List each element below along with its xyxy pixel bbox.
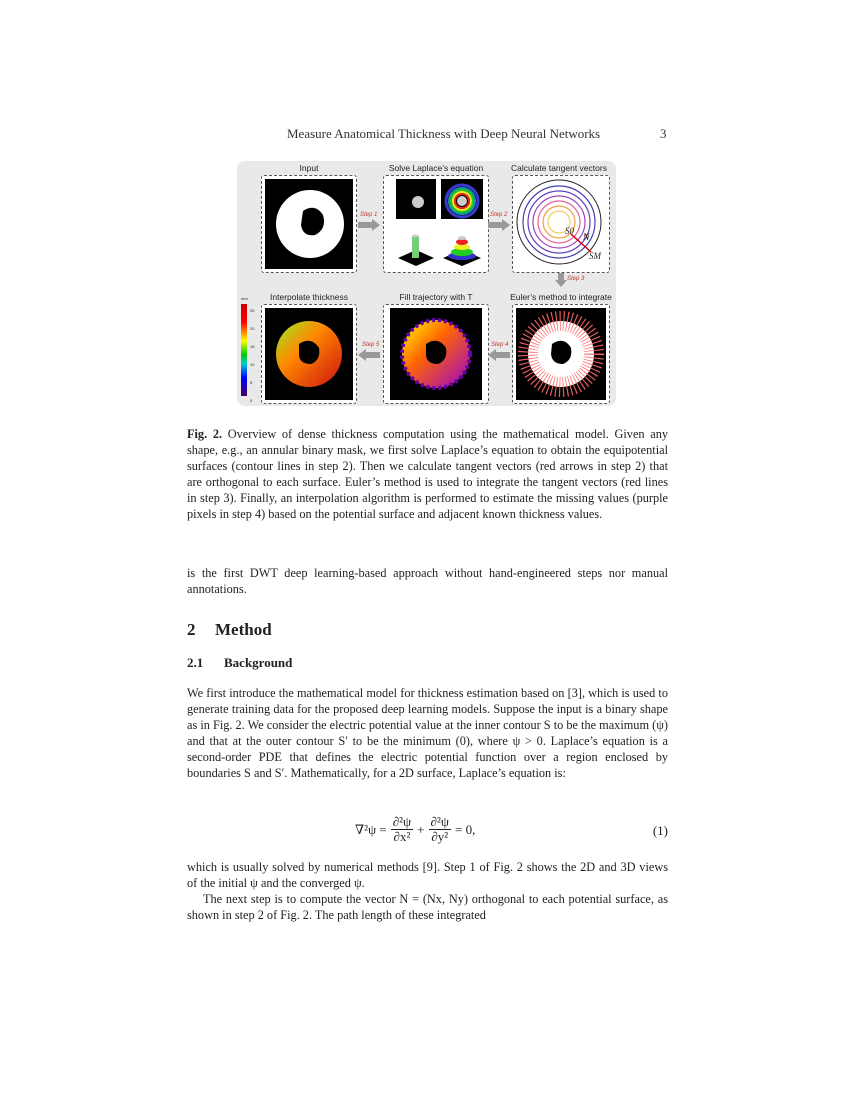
background-paragraph-2: which is usually solved by numerical methods [9]. Step 1 of Fig. 2 shows the 2D and 3D views of the initial ψ and the converged ψ. [187,860,668,891]
colorbar [241,304,247,396]
panel-fill [383,304,489,404]
figure-caption [187,426,668,523]
section-heading: 2 Method [187,620,272,639]
equation-1: ∇²ψ = $\frac{\text{∂²ψ}}{\text{∂x²}}$ + $\frac{\text{∂²ψ}}{\text{∂y²}}$ = 0, (1) [355,814,668,844]
panel-laplace [383,175,489,273]
step-4-arrow-icon [488,349,510,361]
colorbar-ticks: 25 20 15 10 5 0 [250,308,255,403]
equation-number: (1) [652,823,668,838]
step-3-label: Step 3 [567,276,585,282]
panel-interpolate [261,304,357,404]
running-title: Measure Anatomical Thickness with Deep Neural Networks [287,126,601,141]
panel-input [261,175,357,273]
caption-label: Fig. 2. [187,427,223,441]
euler-integration-image [516,308,606,400]
step-4-label: Step 4 [491,342,509,348]
panel-title-input: Input [299,163,319,173]
converged-phi-3d [441,228,483,268]
page-number: 3 [660,126,667,141]
panel-title-interpolate: Interpolate thickness [270,292,348,302]
step-1-label: Step 1 [360,212,378,218]
input-mask-image [265,179,353,269]
panel-euler [512,304,610,404]
original-phi-3d [396,228,436,268]
panel-title-laplace: Solve Laplace’s equation [388,163,484,173]
panel-tangent [512,175,610,273]
intro-paragraph-tail: is the first DWT deep learning-based approach without hand-engineered steps nor manual annotations. [187,566,668,597]
label-sm: SM [589,251,601,261]
step-2-arrow-icon [488,219,510,231]
panel-title-fill: Fill trajectory with T [399,292,473,302]
step-1-arrow-icon [358,219,380,231]
label-s0: S0 [565,226,574,236]
label-n: N [583,232,590,242]
figure-2 [237,161,616,406]
step-3-arrow-icon [555,273,567,287]
subsection-heading: 2.1 Background [187,655,293,670]
background-paragraph-1: We first introduce the mathematical model for thickness estimation based on [3], which is used to generate training data for the proposed deep learning models. Suppose the input is a binary shape as in Fig. 2. We consider the electric potential value at the inner contour S to be the maximum (ψ) and that at the outer contour S′ to be the minimum (0), where ψ > 0. Laplace’s equation is a second-order PDE that defines the electric potential function over a region enclosed by boundaries S and S′. Mathematically, for a 2D surface, Laplace’s equation is: [187,686,668,781]
caption-text: Overview of dense thickness computation using the mathematical model. Given any shape, e.g., an annular binary mask, we first solve Laplace’s equation to obtain the equipotential surfaces (contour lines in step 2). Then we calculate tangent vectors (red arrows in step 2) that are orthogonal to each surface. Euler’s method is used to integrate the tangent vectors (red lines in step 3). Finally, an interpolation algorithm is performed to estimate the missing values (purple pixels in step 4) based on the potential surface and adjacent known thickness values. [187,427,668,522]
background-paragraph-3: The next step is to compute the vector N = (Nx, Ny) orthogonal to each potential surface, as shown in step 2 of Fig. 2. The path length of these integrated [187,892,668,923]
step-5-arrow-icon [358,349,380,361]
panel-title-tangent: Calculate tangent vectors [511,163,607,173]
interpolated-thickness-image [265,308,353,400]
step-5-label: Step 5 [362,342,380,348]
fill-trajectory-image [390,308,482,400]
panel-title-euler: Euler’s method to integrate [510,292,612,302]
step-2-label: Step 2 [490,212,508,218]
colorbar-unit: mm [241,296,248,301]
annulus-mask-icon [265,179,353,269]
converged-phi-2d [441,179,483,219]
original-phi-2d [396,179,436,219]
